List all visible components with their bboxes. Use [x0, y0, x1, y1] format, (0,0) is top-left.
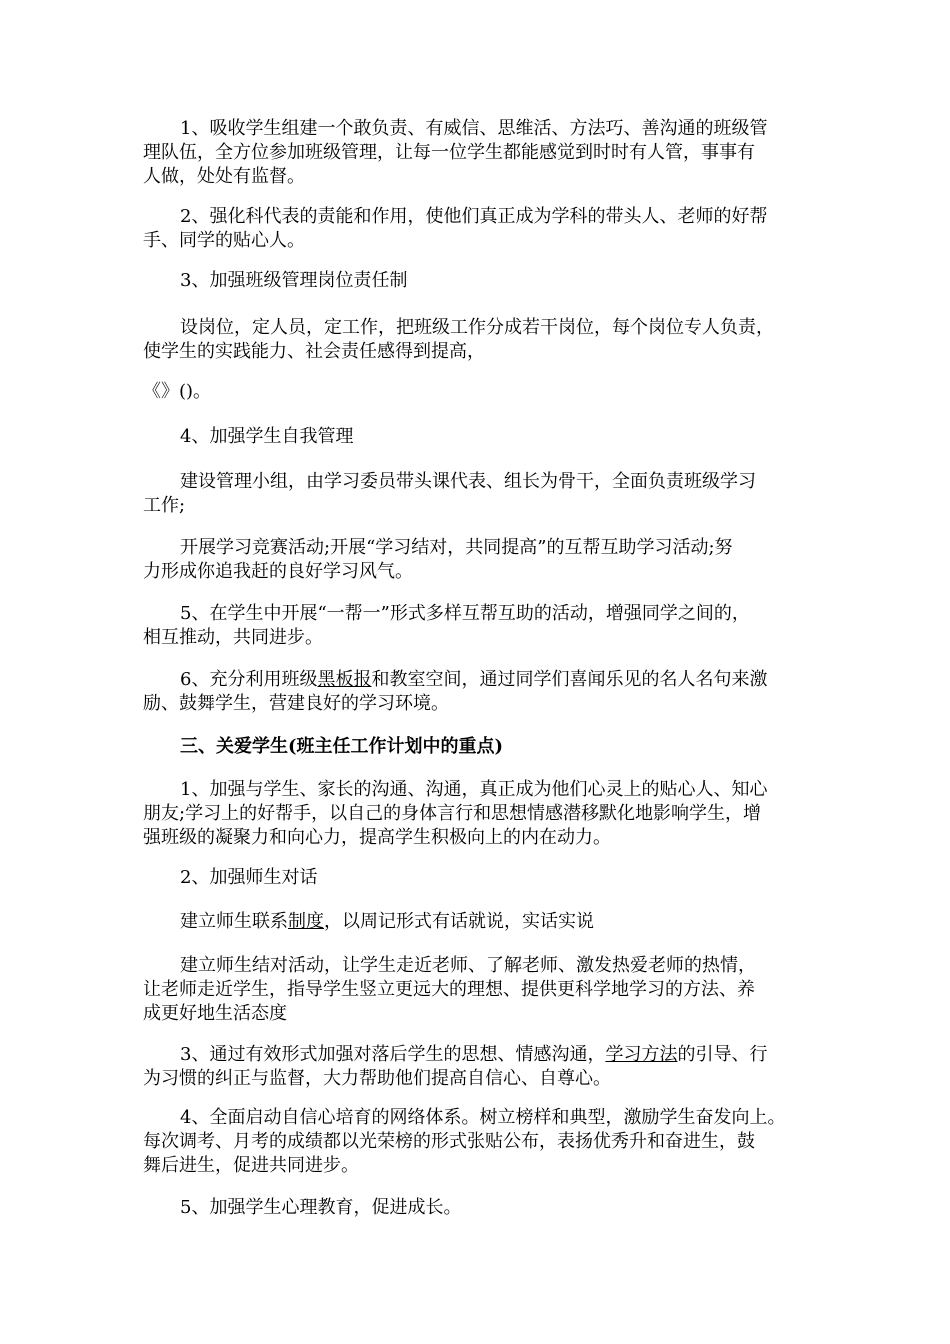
section-heading-care-students: [143, 735, 813, 759]
blackboard-link[interactable]: 黑板报: [317, 669, 372, 690]
text-line: 4、加强学生自我管理: [180, 426, 354, 447]
text-line: 设岗位，定人员，定工作，把班级工作分成若干岗位，每个岗位专人负责，: [180, 317, 774, 338]
text-segment: 3、通过有效形式加强对落后学生的思想、情感沟通，: [180, 1044, 606, 1065]
text-line: 2、加强师生对话: [180, 867, 318, 888]
text-line: 《》()。: [143, 381, 212, 402]
text-line: 5、加强学生心理教育，促进成长。: [180, 1197, 462, 1218]
text-line: 为习惯的纠正与监督，大力帮助他们提高自信心、自尊心。: [143, 1068, 611, 1089]
paragraph-post-responsibility: [143, 269, 813, 293]
text-line: 5、在学生中开展“一帮一”形式多样互帮互助的活动，增强同学之间的，: [180, 603, 750, 624]
text-line: 舞后进生，促进共同进步。: [143, 1155, 359, 1176]
paragraph-confidence-system: [143, 1106, 813, 1178]
text-segment: 6、充分利用班级: [180, 669, 318, 690]
text-line: 相互推动，共同进步。: [143, 627, 323, 648]
text-line: 朋友;学习上的好帮手，以自己的身体言行和思想情感潜移默化地影响学生，增: [143, 803, 762, 824]
text-line: 让老师走近学生，指导学生竖立更远大的理想、提供更科学地学习的方法、养: [143, 979, 755, 1000]
paragraph-teacher-student-dialogue: [143, 866, 813, 890]
paragraph-set-posts: [143, 316, 813, 364]
paragraph-self-management: [143, 425, 813, 449]
text-line: 理队伍，全方位参加班级管理，让每一位学生都能感觉到时时有人管，事事有: [143, 142, 755, 163]
paragraph-communication: [143, 778, 813, 850]
paragraph-learning-competition: [143, 536, 813, 584]
paragraph-brackets: [143, 380, 813, 404]
text-line: 2、强化科代表的责能和作用，使他们真正成为学科的带头人、老师的好帮: [180, 206, 768, 227]
text-line: 4、全面启动自信心培育的网络体系。树立榜样和典型，激励学生奋发向上。: [180, 1107, 786, 1128]
text-segment: 的引导、行: [677, 1044, 768, 1065]
text-line: 每次调考、月考的成绩都以光荣榜的形式张贴公布，表扬优秀升和奋进生，鼓: [143, 1131, 755, 1152]
paragraph-pairing-activity: [143, 954, 813, 1026]
system-link[interactable]: 制度: [288, 911, 324, 932]
text-line: 成更好地生活态度: [143, 1003, 287, 1024]
text-line: 1、吸收学生组建一个敢负责、有威信、思维活、方法巧、善沟通的班级管: [180, 118, 768, 139]
text-line: 强班级的凝聚力和向心力，提高学生积极向上的内在动力。: [143, 827, 611, 848]
text-line: 手、同学的贴心人。: [143, 230, 305, 251]
text-line: 3、加强班级管理岗位责任制: [180, 270, 408, 291]
text-line: 励、鼓舞学生，营建良好的学习环境。: [143, 693, 449, 714]
paragraph-blackboard: [143, 668, 813, 716]
text-segment: 和教室空间，通过同学们喜闻乐见的名人名句来激: [371, 669, 768, 690]
paragraph-psychology-education: [143, 1196, 813, 1220]
text-line: 人做，处处有监督。: [143, 166, 305, 187]
paragraph-management-groups: [143, 470, 813, 518]
paragraph-class-management-team: [143, 117, 813, 189]
text-line: 力形成你追我赶的良好学习风气。: [143, 561, 413, 582]
text-line: 开展学习竞赛活动;开展“学习结对，共同提高”的互帮互助学习活动;努: [180, 537, 733, 558]
text-segment: 建立师生联系: [180, 911, 288, 932]
paragraph-one-help-one: [143, 602, 813, 650]
text-segment: ，以周记形式有话就说，实话实说: [324, 911, 594, 932]
text-line: 使学生的实践能力、社会责任感得到提高，: [143, 341, 485, 362]
paragraph-contact-system: [143, 910, 813, 934]
text-line: 三、关爱学生(班主任工作计划中的重点): [180, 736, 504, 757]
paragraph-subject-representatives: [143, 205, 813, 253]
study-method-link[interactable]: 学习方法: [605, 1044, 678, 1065]
text-line: 工作;: [143, 495, 186, 516]
paragraph-lagging-students: [143, 1043, 813, 1091]
text-line: 1、加强与学生、家长的沟通、沟通，真正成为他们心灵上的贴心人、知心: [180, 779, 768, 800]
text-line: 建设管理小组，由学习委员带头课代表、组长为骨干，全面负责班级学习: [180, 471, 756, 492]
text-line: 建立师生结对活动，让学生走近老师、了解老师、激发热爱老师的热情，: [180, 955, 756, 976]
